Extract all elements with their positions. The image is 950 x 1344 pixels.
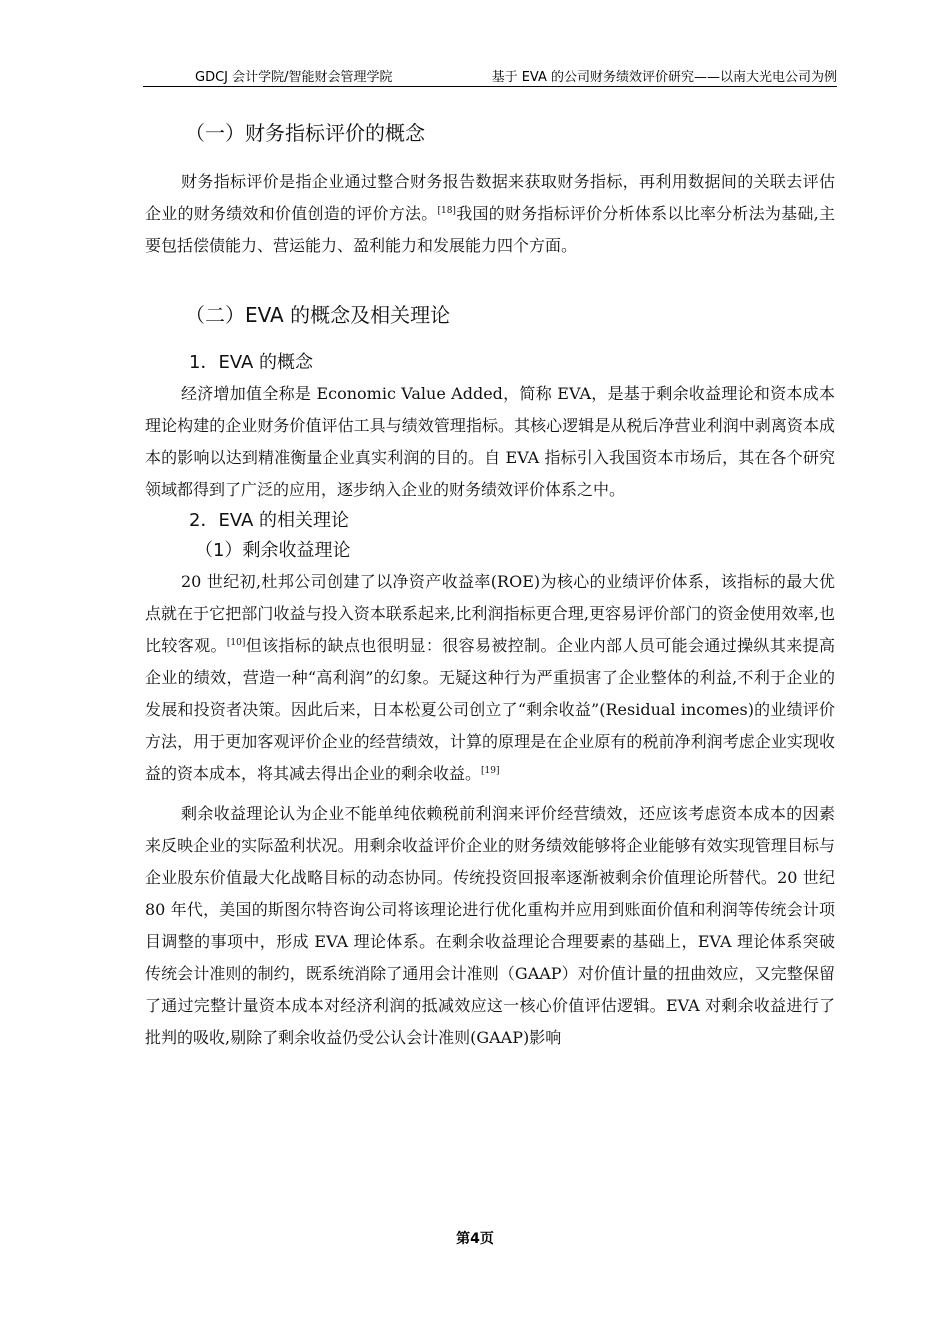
paragraph-residual-income-theory: 剩余收益理论认为企业不能单纯依赖税前利润来评价经营绩效，还应该考虑资本成本的因素来反映企业的实际盈利状况。用剩余收益评价企业的财务绩效能够将企业能够有效实现管理目标与企业股东价值最大化战略目标的动态协同。传统投资回报率逐渐被剩余价值理论所替代。20 世纪 80 年代，美国的斯图尔特咨询公司将该理论进行优化重构并应用到账面价值和利润等传统会计项目调整的事项中，形成 EVA 理论体系。在剩余收益理论合理要素的基础上，EVA 理论体系突破传统会计准则的制约，既系统消除了通用会计准则（GAAP）对价值计量的扭曲效应，又完整保留了通过完整计量资本成本对经济利润的抵减效应这一核心价值评估逻辑。EVA 对剩余收益进行了批判的吸收,剔除了剩余收益仍受公认会计准则(GAAP)影响	[145, 804, 835, 1047]
header-right-text: 基于 EVA 的公司财务绩效评价研究——以南大光电公司为例	[491, 70, 837, 85]
subsection-title-eva-concept: 1．EVA 的概念	[189, 352, 314, 373]
subsection-title-residual-income: （1）剩余收益理论	[195, 540, 351, 561]
subsection-title-eva-theory: 2．EVA 的相关理论	[189, 510, 350, 531]
paragraph-eva-concept: 经济增加值全称是 Economic Value Added，简称 EVA，是基于剩余收益理论和资本成本理论构建的企业财务价值评估工具与绩效管理指标。其核心逻辑是从税后净营业利润中剥离资本成本的影响以达到精准衡量企业真实利润的目的。自 EVA 指标引入我国资本市场后，其在各个研究领域都得到了广泛的应用，逐步纳入企业的财务绩效评价体系之中。	[145, 384, 835, 499]
paragraph-residual-income-history: 20 世纪初,杜邦公司创建了以净资产收益率(ROE)为核心的业绩评价体系，该指标的最大优点就在于它把部门收益与投入资本联系起来,比利润指标更合理,更容易评价部门的资金使用效率,也比较客观。[10]但该指标的缺点也很明显：很容易被控制。企业内部人员可能会通过操纵其来提高企业的绩效，营造一种“高利润”的幻象。无疑这种行为严重损害了企业整体的利益,不利于企业的发展和投资者决策。因此后来，日本松夏公司创立了“剩余收益”(Residual incomes)的业绩评价方法，用于更加客观评价企业的经营绩效，计算的原理是在企业原有的税前净利润考虑企业实现收益的资本成本，将其减去得出企业的剩余收益。[19]	[145, 572, 835, 783]
citation-ref: [18]	[437, 206, 456, 216]
page-content	[145, 116, 835, 1054]
section-title-eva: （二）EVA 的概念及相关理论	[185, 303, 451, 327]
paragraph-financial-indicator: 财务指标评价是指企业通过整合财务报告数据来获取财务指标，再利用数据间的关联去评估企业的财务绩效和价值创造的评价方法。[18]我国的财务指标评价分析体系以比率分析法为基础,主要包括偿债能力、营运能力、盈利能力和发展能力四个方面。	[145, 172, 835, 255]
section-title-financial-indicator: （一）财务指标评价的概念	[185, 121, 425, 145]
page-number: 第4页	[456, 1231, 494, 1247]
citation-ref: [19]	[481, 766, 500, 776]
citation-ref: [10]	[226, 638, 246, 648]
header-left-text: GDCJ 会计学院/智能财会管理学院	[195, 70, 393, 85]
page-header	[143, 64, 837, 87]
